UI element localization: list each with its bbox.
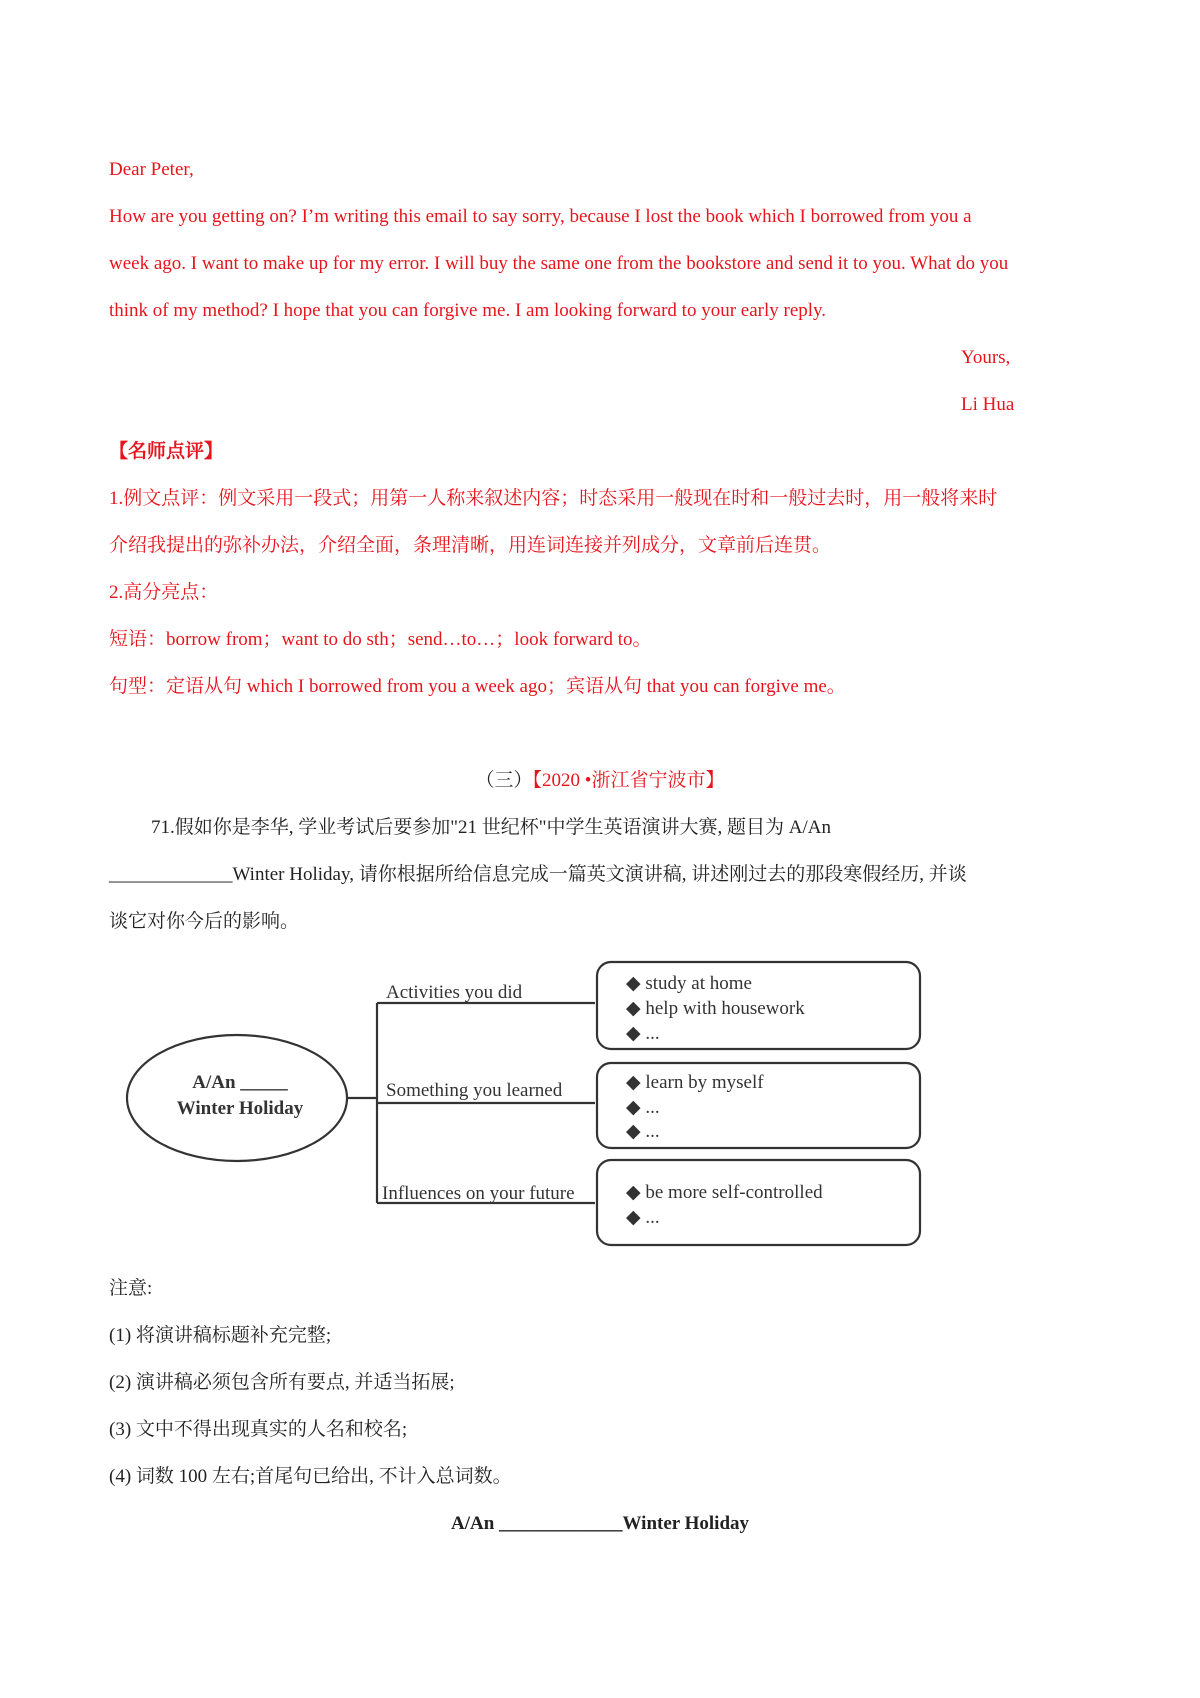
review-line: 句型：定语从句 which I borrowed from you a week ago；宾语从句 that you can forgive me。: [109, 676, 846, 697]
section-prefix: （三）: [475, 770, 533, 791]
branch-item: ◆ ...: [626, 1023, 660, 1044]
letter-greeting: Dear Peter,: [109, 159, 194, 180]
review-line: 介绍我提出的弥补办法，介绍全面，条理清晰，用连词连接并列成分，文章前后连贯。: [109, 535, 832, 556]
branch-label: Influences on your future: [382, 1183, 575, 1204]
review-line: 2.高分亮点：: [109, 582, 219, 603]
question-line: _____________Winter Holiday, 请你根据所给信息完成一篇英文演讲稿, 讲述刚过去的那段寒假经历, 并谈: [109, 864, 967, 885]
essay-title: A/An _____________Winter Holiday: [450, 1513, 750, 1534]
review-line: 1.例文点评：例文采用一段式；用第一人称来叙述内容；时态采用一般现在时和一般过去时，用一般将来时: [109, 488, 998, 509]
center-title: Winter Holiday: [176, 1098, 304, 1119]
branch-label: Something you learned: [386, 1080, 563, 1101]
branch-label: Activities you did: [386, 982, 523, 1003]
letter-body-line: week ago. I want to make up for my error. I will buy the same one from the bookstore and send it to you. What do you: [109, 253, 1009, 274]
branch-item: ◆ ...: [626, 1121, 660, 1142]
notes-heading: 注意:: [109, 1278, 153, 1299]
note-item: (2) 演讲稿必须包含所有要点, 并适当拓展;: [109, 1372, 455, 1393]
note-item: (4) 词数 100 左右;首尾句已给出, 不计入总词数。: [109, 1466, 512, 1487]
letter-body-line: think of my method? I hope that you can forgive me. I am looking forward to your early reply.: [109, 300, 827, 321]
review-heading: 【名师点评】: [109, 441, 224, 462]
branch-item: ◆ study at home: [626, 973, 752, 994]
note-item: (3) 文中不得出现真实的人名和校名;: [109, 1419, 408, 1440]
letter-signature: Li Hua: [961, 394, 1015, 415]
question-line: 71.假如你是李华, 学业考试后要参加"21 世纪杯"中学生英语演讲大赛, 题目为 A/An: [151, 817, 831, 838]
section-source: 【2020 •浙江省宁波市】: [532, 770, 725, 791]
letter-body-line: How are you getting on? I’m writing this email to say sorry, because I lost the book which I borrowed from you a: [109, 206, 972, 227]
branch-item: ◆ ...: [626, 1097, 660, 1118]
branch-item: ◆ be more self-controlled: [626, 1182, 823, 1203]
branch-item: ◆ help with housework: [626, 998, 805, 1019]
letter-closing: Yours,: [961, 347, 1011, 368]
branch-item: ◆ ...: [626, 1207, 660, 1228]
center-title: A/An _____: [192, 1072, 288, 1093]
review-line: 短语：borrow from；want to do sth；send…to…；look forward to。: [109, 629, 652, 650]
note-item: (1) 将演讲稿标题补充完整;: [109, 1325, 332, 1346]
branch-item: ◆ learn by myself: [626, 1072, 764, 1093]
question-line: 谈它对你今后的影响。: [109, 911, 300, 932]
